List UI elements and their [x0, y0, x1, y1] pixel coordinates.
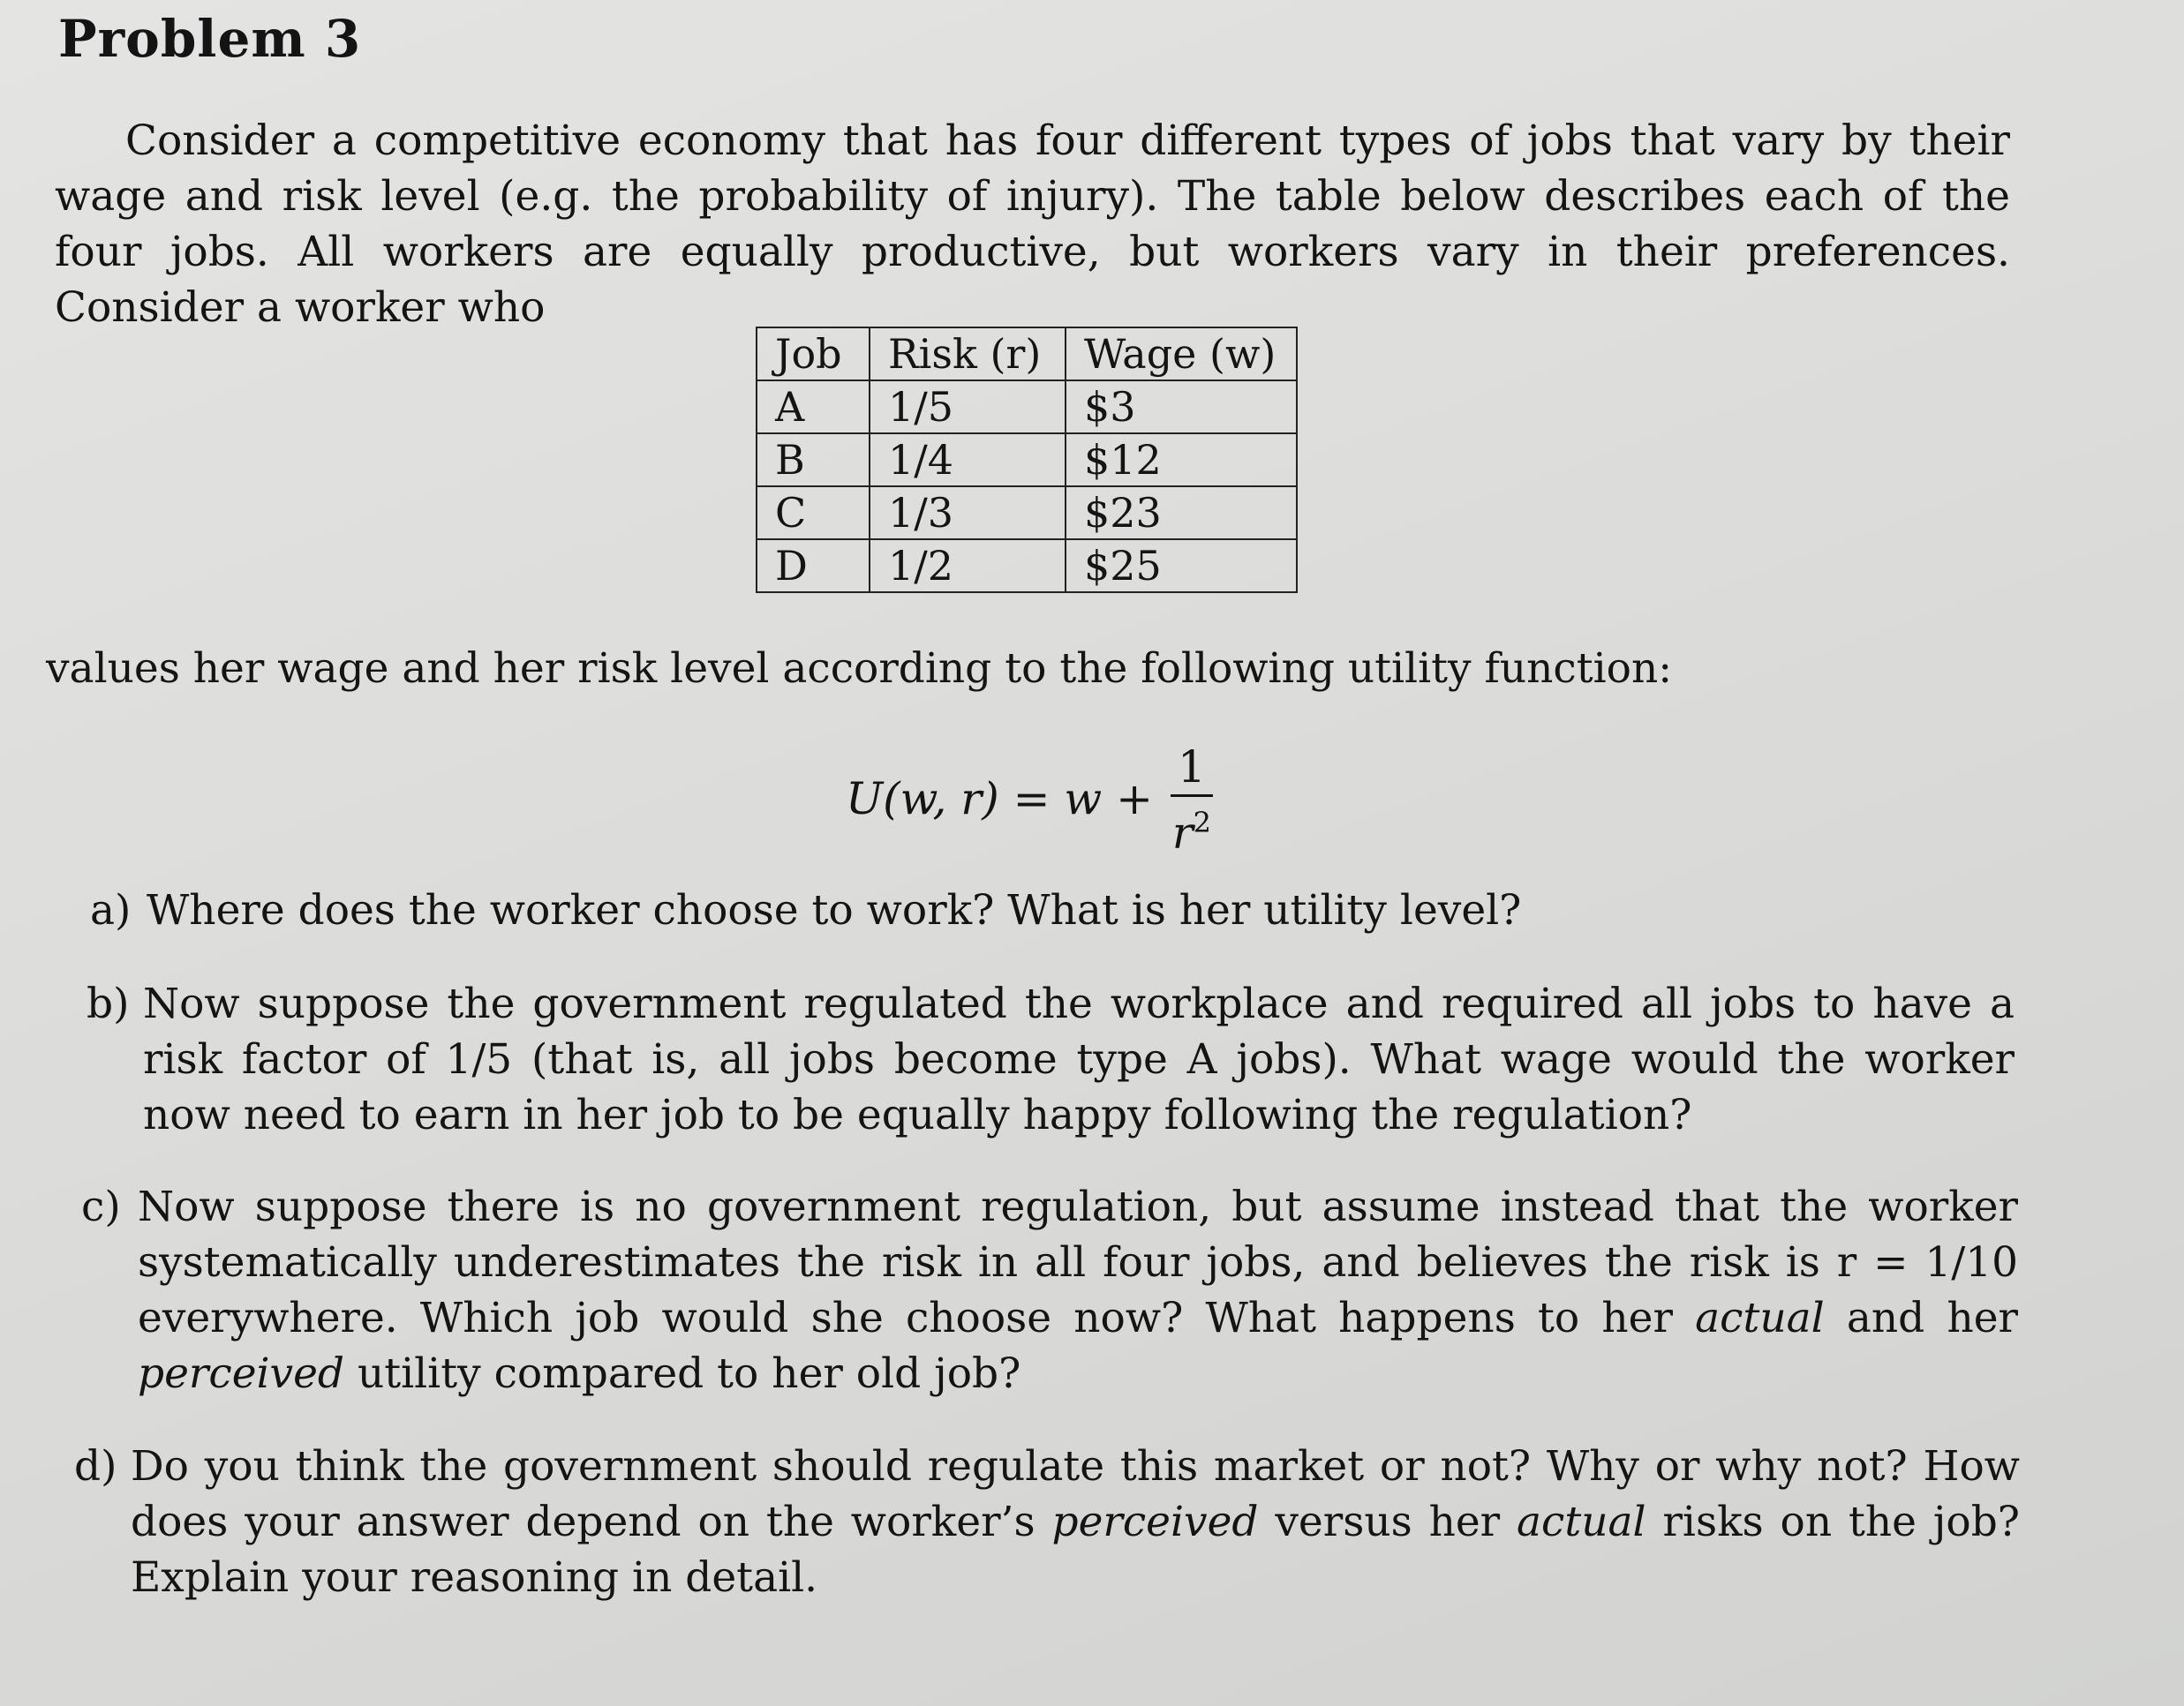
wage-cell: $12	[1066, 433, 1297, 486]
question-label: c)	[81, 1183, 121, 1231]
question-d	[74, 1439, 2020, 1605]
question-c	[81, 1179, 2018, 1402]
header-wage: Wage (w)	[1066, 327, 1297, 380]
question-text	[147, 883, 2000, 938]
emphasis-actual: actual	[1517, 1498, 1646, 1546]
utility-formula	[846, 740, 1213, 859]
question-label: b)	[87, 980, 130, 1028]
header-job: Job	[757, 327, 870, 380]
emphasis-actual: actual	[1695, 1294, 1825, 1342]
wage-cell: $23	[1066, 486, 1297, 539]
formula-fraction	[1171, 740, 1213, 859]
header-risk: Risk (r)	[870, 327, 1066, 380]
table-row	[757, 433, 1297, 486]
question-text-part: Now suppose the government regulated the workplace and required all jobs to have a risk factor of 1/5 (that is, all jobs become type A jobs). What wage would the worker now need to earn in her job to be equally happy following the regulation?	[143, 980, 2015, 1139]
job-cell: C	[757, 486, 870, 539]
question-text	[143, 976, 2015, 1143]
job-cell: B	[757, 433, 870, 486]
question-text	[138, 1179, 2018, 1402]
question-text-part: risks on the job? Explain your reasoning in detail.	[131, 1498, 2020, 1602]
table-row	[757, 380, 1297, 433]
emphasis-perceived: perceived	[138, 1349, 344, 1398]
question-label: a)	[90, 886, 132, 935]
job-cell: A	[757, 380, 870, 433]
risk-cell: 1/3	[870, 486, 1066, 539]
question-a	[90, 883, 2000, 938]
question-text-part: Now suppose there is no government regulation, but assume instead that the worker systematically underestimates the risk in all four jobs, and believes the risk is r = 1/10 everywhere. Which job would she choose now? What happens to her	[138, 1183, 2018, 1342]
question-text-part: and her	[1824, 1294, 2018, 1342]
formula-numerator: 1	[1171, 740, 1213, 797]
question-text	[131, 1439, 2020, 1605]
question-text-part: utility compared to her old job?	[344, 1349, 1021, 1398]
table-header-row	[757, 327, 1297, 380]
question-b	[87, 976, 2015, 1143]
problem-title: Problem 3	[58, 9, 362, 69]
question-label: d)	[74, 1442, 117, 1491]
risk-cell: 1/2	[870, 539, 1066, 592]
formula-lhs: U(w, r) = w +	[846, 773, 1153, 825]
formula-exponent: 2	[1193, 806, 1212, 839]
question-text-part: versus her	[1258, 1498, 1518, 1546]
question-text-part: Where does the worker choose to work? What is her utility level?	[147, 886, 1522, 935]
utility-intro-text: values her wage and her risk level according to the following utility function:	[46, 644, 1673, 693]
formula-denominator	[1172, 797, 1211, 859]
table-row	[757, 486, 1297, 539]
jobs-table	[756, 327, 1298, 593]
job-cell: D	[757, 539, 870, 592]
table-row	[757, 539, 1297, 592]
formula-denominator-base: r	[1171, 807, 1194, 859]
risk-cell: 1/5	[870, 380, 1066, 433]
wage-cell: $3	[1066, 380, 1297, 433]
emphasis-perceived: perceived	[1051, 1498, 1259, 1546]
intro-paragraph: Consider a competitive economy that has four different types of jobs that vary by their wage and risk level (e.g. the probability of injury). The table below describes each of the four jobs. All workers are equally productive, but workers vary in their preferences. Consider a worker who	[55, 116, 2010, 332]
risk-cell: 1/4	[870, 433, 1066, 486]
question-text-part: Do you think the government should regulate this market or not? Why or why not? How does your answer depend on the worker’s	[131, 1442, 2020, 1546]
wage-cell: $25	[1066, 539, 1297, 592]
